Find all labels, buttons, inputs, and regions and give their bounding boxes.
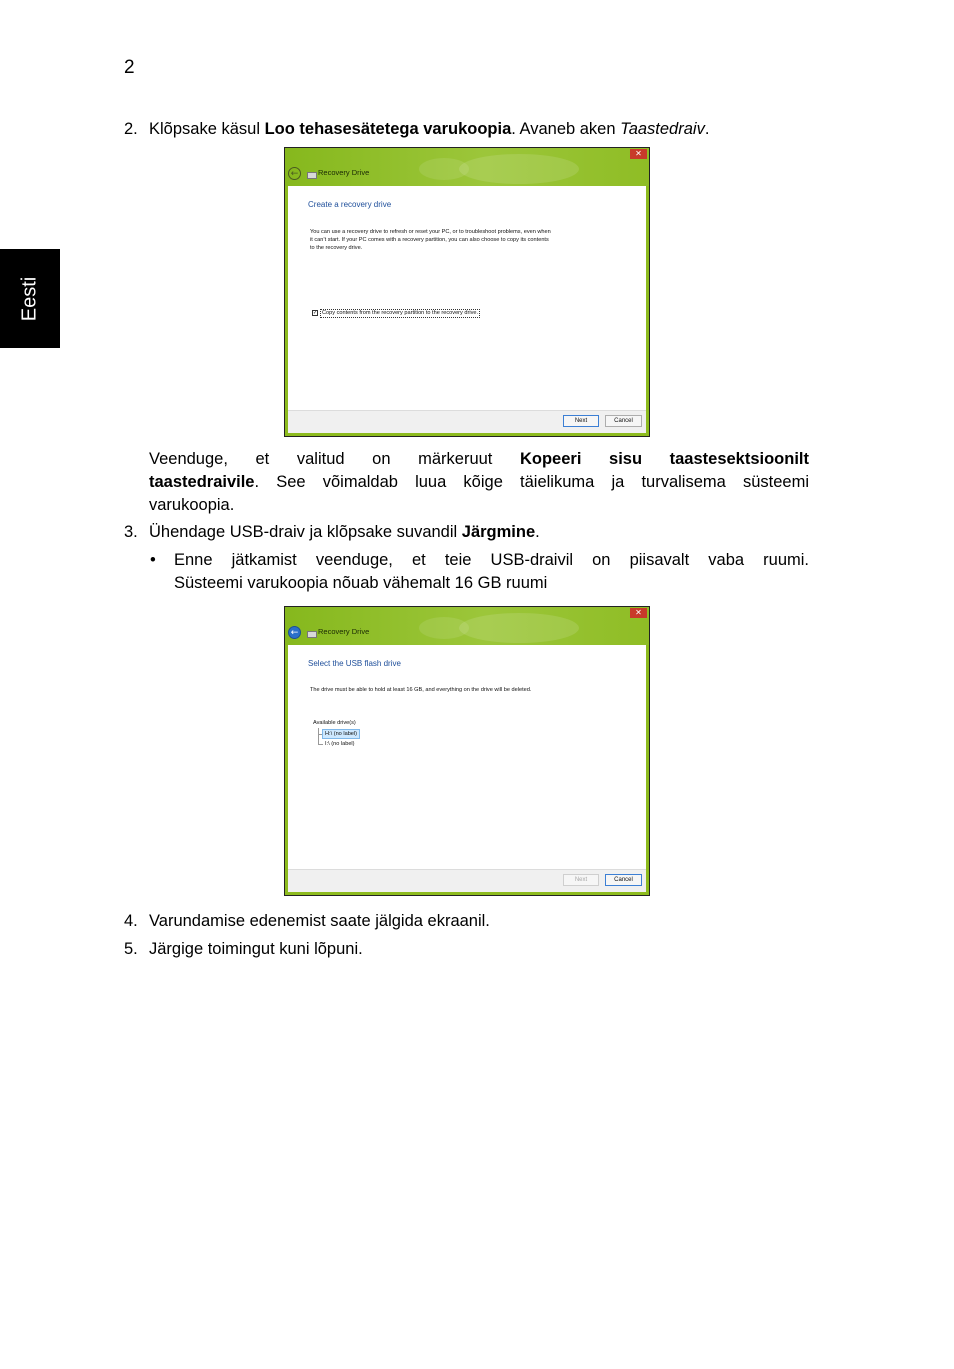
drive-icon — [307, 172, 317, 179]
drive-item-i[interactable]: I:\ (no label) — [325, 741, 355, 747]
window-titlebar — [285, 607, 649, 645]
step-3-text: Ühendage USB-draiv ja klõpsake suvandil Järgmine. — [149, 523, 540, 541]
available-drives-label: Available drive(s) — [313, 720, 356, 726]
window-footer — [288, 869, 646, 892]
step-2-text: Klõpsake käsul Loo tehasesätetega varukoopia. Avaneb aken Taastedraiv. — [149, 120, 710, 138]
step-4-text: Varundamise edenemist saate jälgida ekraanil. — [149, 912, 490, 930]
back-arrow-icon[interactable]: ← — [288, 626, 301, 639]
page-number: 2 — [124, 57, 135, 78]
recovery-drive-window-create — [284, 147, 650, 437]
window-titlebar — [285, 148, 649, 186]
description-line-3: to the recovery drive. — [310, 245, 363, 251]
note-line-1: Veenduge, et valitud on märkeruut Kopeeri sisu taastesektsioonilt — [149, 450, 810, 468]
drive-icon — [307, 631, 317, 638]
window-title: Recovery Drive — [318, 168, 370, 177]
step-4-number: 4. — [124, 912, 138, 930]
description-line-1: You can use a recovery drive to refresh or reset your PC, or to troubleshoot problems, even when — [310, 229, 551, 235]
cancel-button[interactable]: Cancel — [605, 415, 642, 427]
step-2-window-name: Taastedraiv — [620, 120, 705, 138]
checkbox-name-part-1: Kopeeri sisu taastesektsioonilt — [519, 450, 810, 468]
back-arrow-icon[interactable]: ← — [288, 167, 301, 180]
window-content — [288, 186, 646, 416]
window-heading: Create a recovery drive — [308, 200, 392, 209]
copy-partition-checkbox[interactable]: ✓ — [313, 310, 318, 316]
step-3-number: 3. — [124, 523, 138, 541]
bullet-line-1: Enne jätkamist veenduge, et teie USB-draivil on piisavalt vaba ruumi. — [174, 551, 809, 569]
note-line-3: varukoopia. — [149, 496, 235, 514]
step-3-command: Järgmine — [461, 523, 536, 541]
close-icon[interactable]: ✕ — [630, 608, 647, 618]
checkbox-name-part-2: taastedraivile — [149, 473, 255, 491]
language-tab — [0, 249, 60, 348]
step-5-number: 5. — [124, 940, 138, 958]
close-icon[interactable]: ✕ — [630, 149, 647, 159]
window-footer — [288, 410, 646, 433]
cancel-button[interactable]: Cancel — [605, 874, 642, 886]
note-line-2: taastedraivile. See võimaldab luua kõige täielikuma ja turvalisema süsteemi — [149, 473, 809, 491]
bullet-line-2: Süsteemi varukoopia nõuab vähemalt 16 GB ruumi — [174, 574, 548, 592]
next-button[interactable]: Next — [563, 874, 599, 886]
window-title: Recovery Drive — [318, 627, 370, 636]
step-2-number: 2. — [124, 120, 138, 138]
step-5-text: Järgige toimingut kuni lõpuni. — [149, 940, 363, 958]
window-content — [288, 645, 646, 875]
language-tab-label: Eesti — [18, 276, 41, 321]
next-button[interactable]: Next — [563, 415, 599, 427]
copy-partition-checkbox-label[interactable]: Copy contents from the recovery partition to the recovery drive. — [322, 310, 479, 316]
description-line-2: it can’t start. If your PC comes with a recovery partition, you can also choose to copy its contents — [310, 237, 549, 243]
drive-item-h[interactable]: H:\ (no label) — [322, 729, 360, 739]
bullet-mark: • — [150, 551, 156, 569]
drive-requirement-text: The drive must be able to hold at least 16 GB, and everything on the drive will be deleted. — [310, 687, 532, 693]
window-heading: Select the USB flash drive — [308, 659, 401, 668]
recovery-drive-window-select-usb — [284, 606, 650, 896]
step-2-command: Loo tehasesätetega varukoopia — [264, 120, 512, 138]
